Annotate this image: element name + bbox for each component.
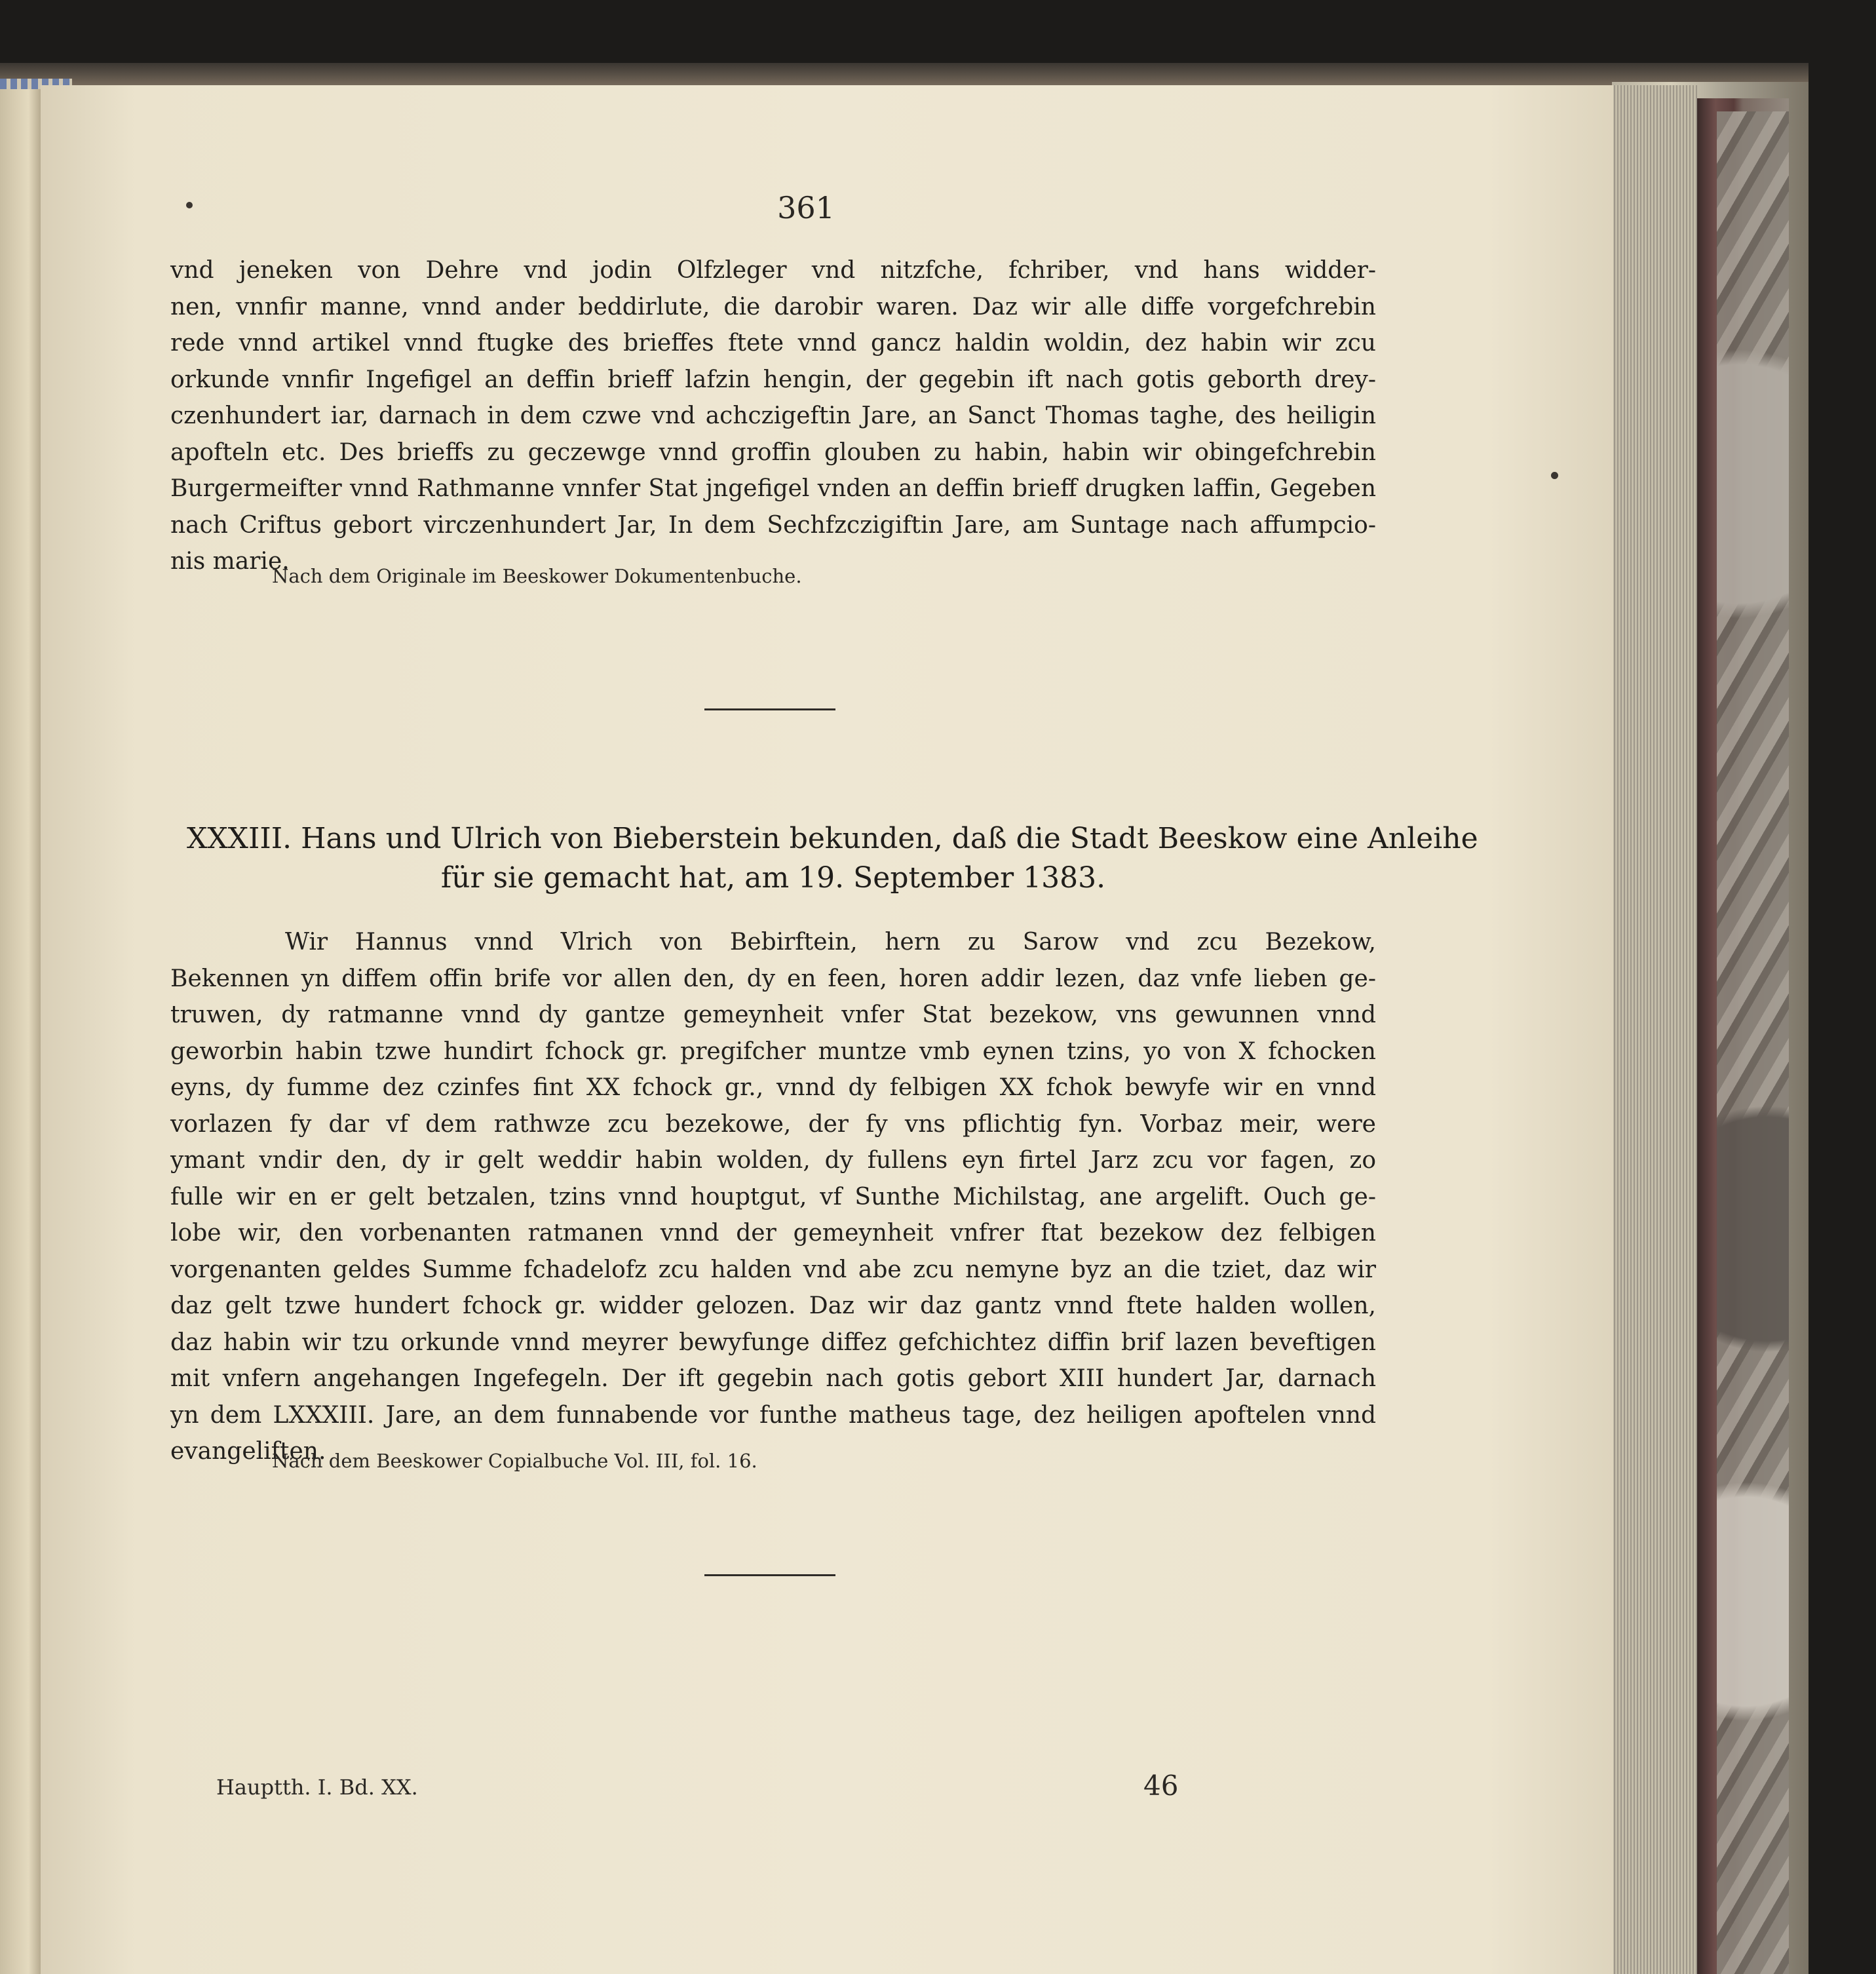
text-line: daz gelt tzwe hundert fchock gr. widder gelozen. Daz wir daz gantz vnnd ftete halden wollen,: [170, 1292, 1376, 1319]
text-line: daz habin wir tzu orkunde vnnd meyrer bewyfunge diffez gefchichtez diffin brif lazen beveftigen: [170, 1328, 1376, 1356]
ink-speck: [1551, 472, 1558, 479]
text-line: vorlazen fy dar vf dem rathwze zcu bezekowe, der fy vns pflichtig fyn. Vorbaz meir, were: [170, 1110, 1376, 1138]
ink-speck: [186, 202, 193, 208]
text-line: eyns, dy fumme dez czinfes fint XX fchock gr., vnnd dy felbigen XX fchok bewyfe wir en vnnd: [170, 1074, 1376, 1101]
source-note: Nach dem Beeskower Copialbuche Vol. III, fol. 16.: [272, 1450, 757, 1472]
text-line: geworbin habin tzwe hundirt fchock gr. pregifcher muntze vmb eynen tzins, yo von X fchocken: [170, 1037, 1376, 1065]
text-line: nen, vnnfir manne, vnnd ander beddirlute, die darobir waren. Daz wir alle diffe vorgefchrebin: [170, 293, 1376, 320]
page-edges: [1612, 85, 1697, 1974]
sheet-number: 46: [1143, 1770, 1179, 1802]
text-line: mit vnfern angehangen Ingefegeln. Der ift gegebin nach gotis gebort XIII hundert Jar, darnach: [170, 1365, 1376, 1392]
text-line: vnd jeneken von Dehre vnd jodin Olfzleger vnd nitzfche, fchriber, vnd hans widder-: [170, 257, 1376, 284]
text-line: rede vnnd artikel vnnd ftugke des brieffes ftete vnnd gancz haldin woldin, dez habin wir zcu: [170, 330, 1376, 357]
text-line: ymant vndir den, dy ir gelt weddir habin wolden, dy fullens eyn firtel Jarz zcu vor fagen, zo: [170, 1147, 1376, 1174]
marbled-endpaper: [1717, 111, 1789, 1974]
text-line: vorgenanten geldes Summe fchadelofz zcu halden vnd abe zcu nemyne byz an die tziet, daz wir: [170, 1256, 1376, 1283]
text-line: Wir Hannus vnnd Vlrich von Bebirftein, hern zu Sarow vnd zcu Bezekow,: [285, 929, 1376, 956]
text-line: czenhundert iar, darnach in dem czwe vnd achczigeftin Jare, an Sanct Thomas taghe, des heiligin: [170, 402, 1376, 429]
document-heading: [187, 819, 1478, 898]
text-line: lobe wir, den vorbenanten ratmanen vnnd der gemeynheit vnfrer ftat bezekow dez felbigen: [170, 1220, 1376, 1247]
text-line: Burgermeifter vnnd Rathmanne vnnfer Stat jngefigel vnden an deffin brieff drugken laffin, Gegeben: [170, 475, 1376, 502]
heading-line: für sie gemacht hat, am 19. September 1383.: [440, 861, 1106, 895]
continued-charter-text: [170, 252, 1376, 580]
charter-text: [170, 924, 1376, 1470]
section-divider: [704, 708, 835, 710]
heading-line: XXXIII. Hans und Ulrich von Bieberstein bekunden, daß die Stadt Beeskow eine Anleihe: [187, 822, 1478, 855]
page-number: 361: [777, 190, 835, 225]
text-line: apofteln etc. Des brieffs zu geczewge vnnd groffin glouben zu habin, habin wir obingefchrebin: [170, 438, 1376, 466]
text-line: fulle wir en er gelt betzalen, tzins vnnd houptgut, vf Sunthe Michilstag, ane argelift. Ouch ge-: [170, 1183, 1376, 1210]
text-line: evangeliften.: [170, 1438, 326, 1465]
facing-page-edge: [0, 85, 41, 1974]
text-line: yn dem LXXXIII. Jare, an dem funnabende vor funthe matheus tage, dez heiligen apoftelen vnnd: [170, 1401, 1376, 1429]
source-note: Nach dem Originale im Beeskower Dokumentenbuche.: [272, 565, 802, 587]
text-line: truwen, dy ratmanne vnnd dy gantze gemeynheit vnfer Stat bezekow, vns gewunnen vnnd: [170, 1001, 1376, 1028]
text-line: orkunde vnnfir Ingefigel an deffin brieff lafzin hengin, der gegebin ift nach gotis geborth drey-: [170, 366, 1376, 393]
text-line: nach Criftus gebort virczenhundert Jar, In dem Sechfzczigiftin Jare, am Suntage nach affumpcio-: [170, 511, 1376, 539]
sheet-signature: Hauptth. I. Bd. XX.: [216, 1775, 418, 1800]
text-line: Bekennen yn diffem offin brife vor allen den, dy en feen, horen addir lezen, daz vnfe lieben ge-: [170, 965, 1376, 992]
section-divider: [704, 1574, 835, 1576]
text-line: nis marie.: [170, 548, 290, 575]
